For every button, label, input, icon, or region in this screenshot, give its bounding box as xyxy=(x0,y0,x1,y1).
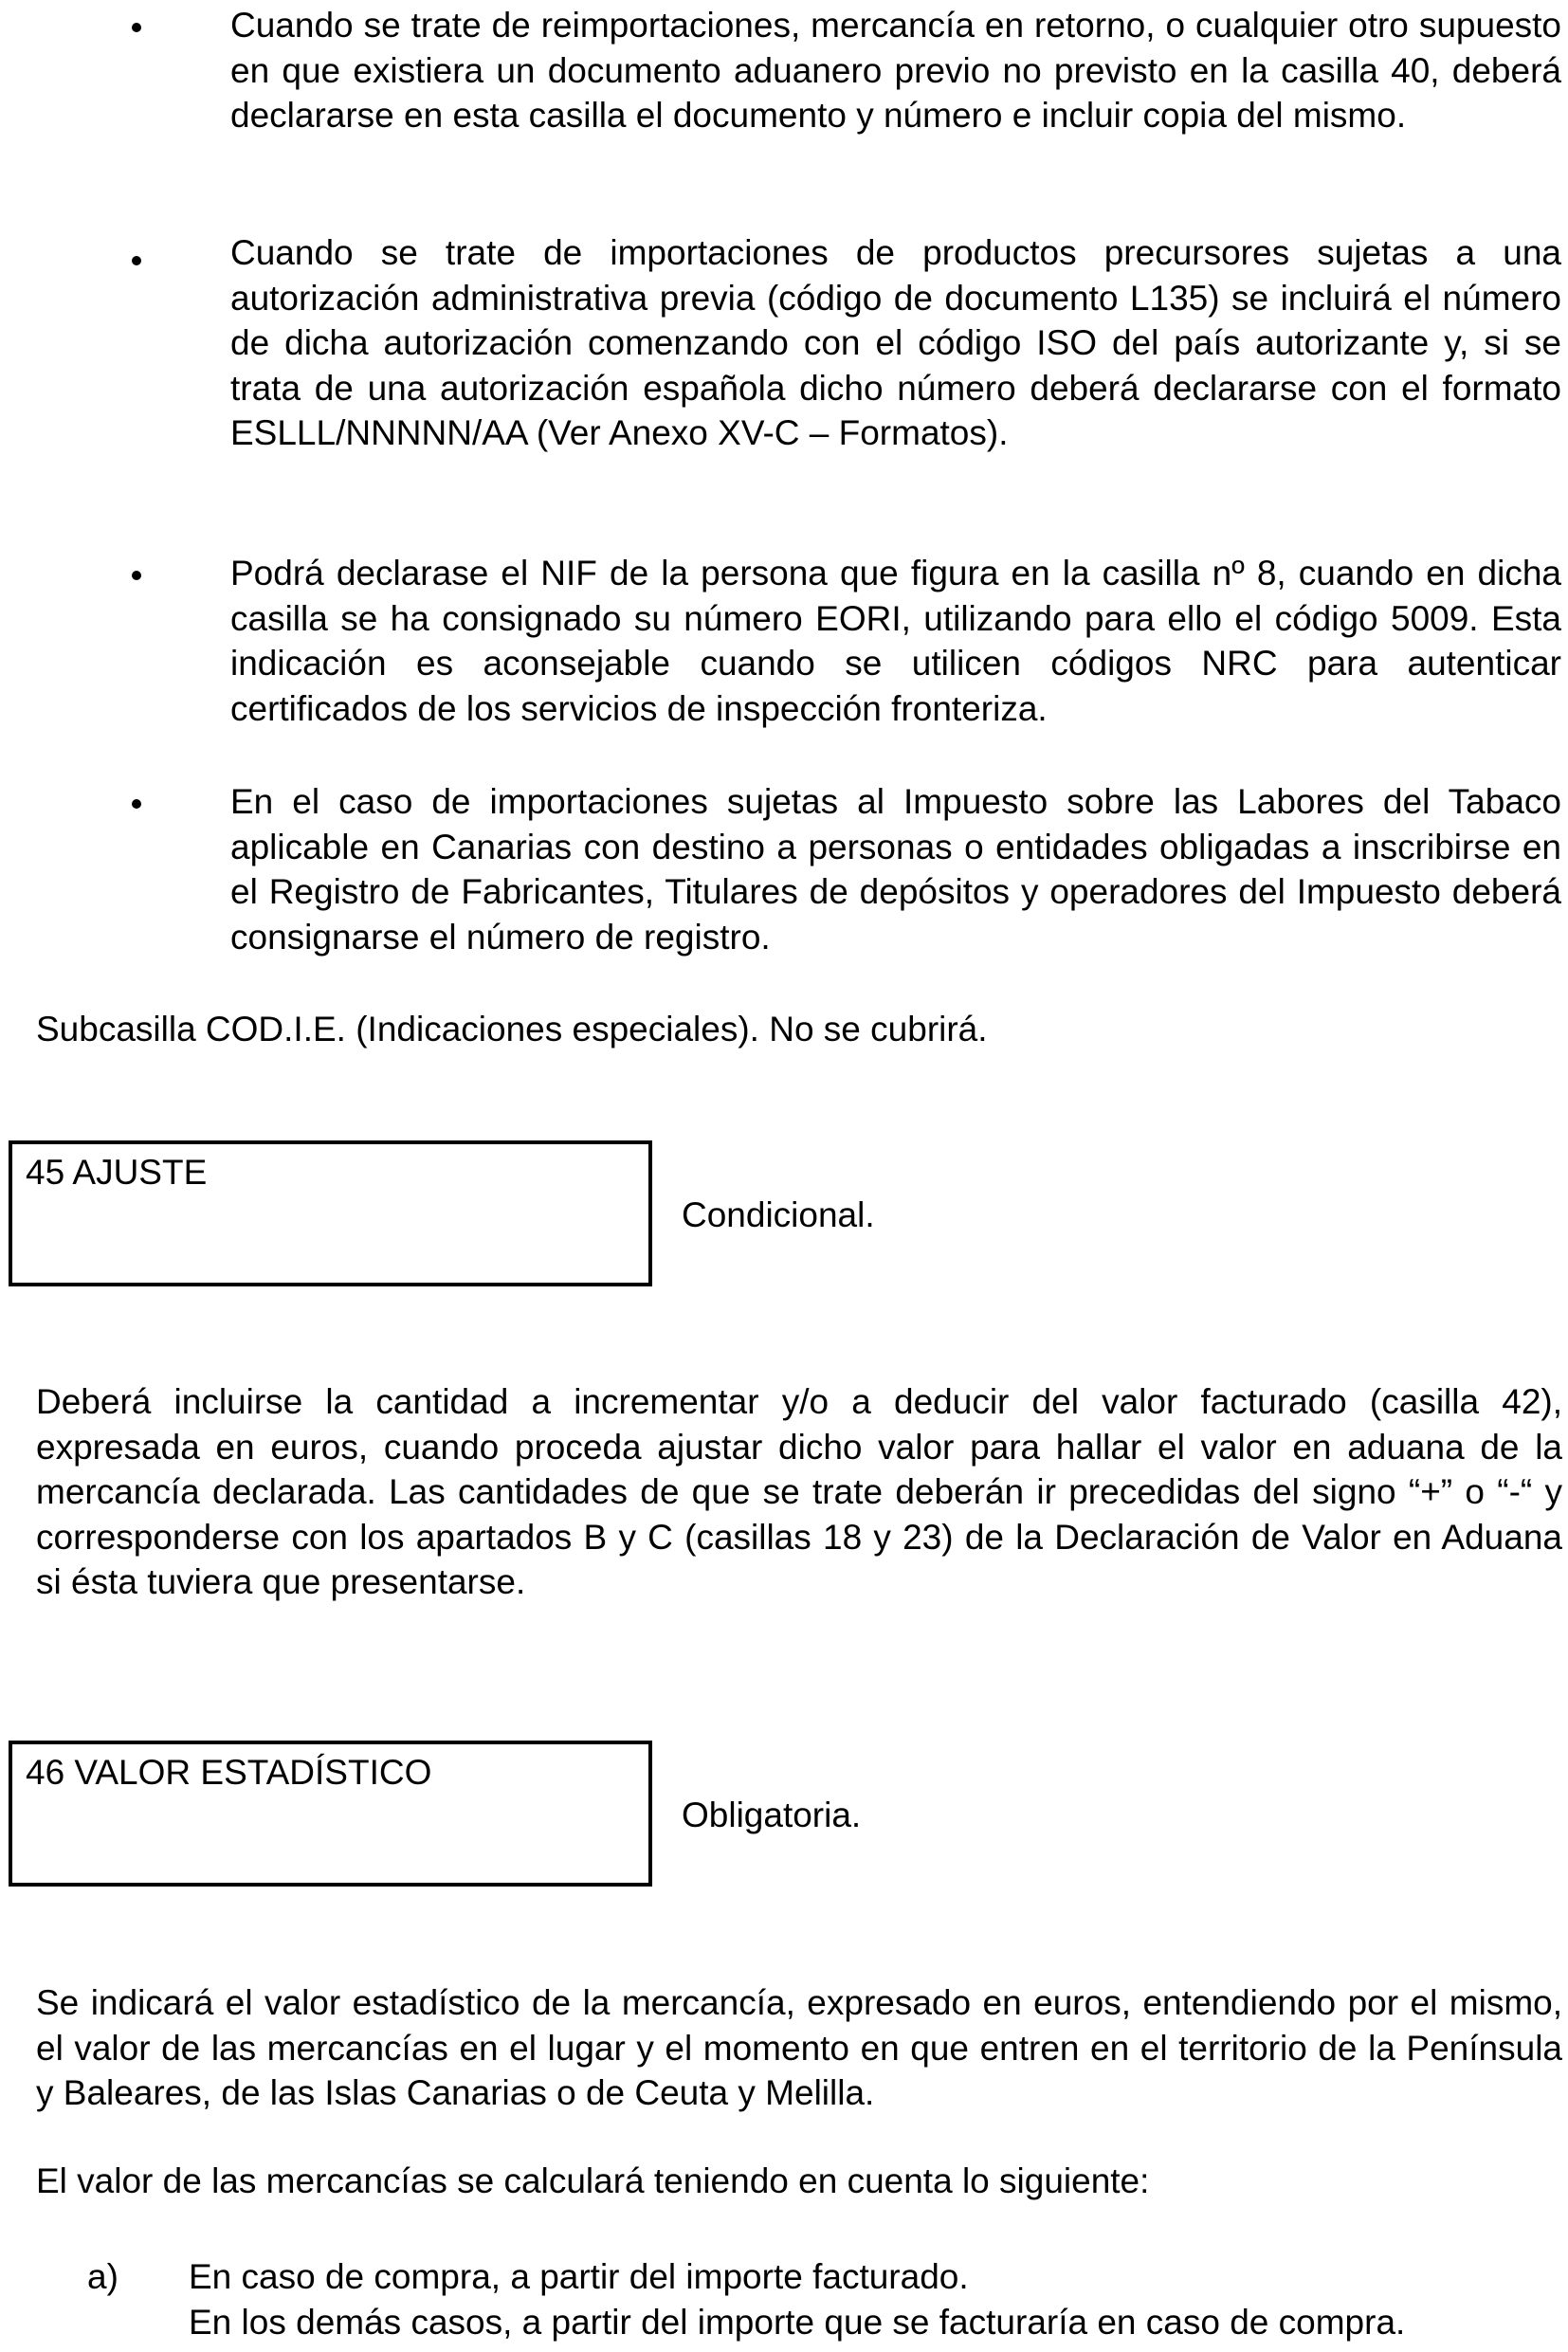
list-marker-a: a) xyxy=(87,2257,119,2296)
box-45-ajuste xyxy=(9,1140,652,1286)
bullet-paragraph-1: Cuando se trate de reimportaciones, mercancía en retorno, o cualquier otro supuesto en que existiera un documento aduanero previo no previsto en la casilla 40, deberá declararse en esta casilla el documento y número e incluir copia del mismo. xyxy=(230,6,1561,135)
bullet-paragraph-3: Podrá declarase el NIF de la persona que figura en la casilla nº 8, cuando en dicha casilla se ha consignado su número EORI, utilizando para ello el código 5009. Esta indicación es aconsejable cuando se utilicen códigos NRC para autenticar certificados de los servicios de inspección fronteriza. xyxy=(230,554,1561,728)
ajuste-paragraph: Deberá incluirse la cantidad a incrementar y/o a deducir del valor facturado (casilla 42), expresada en euros, cuando proceda ajustar dicho valor para hallar el valor en aduana de la mercancía declarada. Las cantidades de que se trate deberán ir precedidas del signo “+” o “-“ y corresponderse con los apartados B y C (casillas 18 y 23) de la Declaración de Valor en Aduana si ésta tuviera que presentarse. xyxy=(36,1382,1562,1601)
box-45-status: Condicional. xyxy=(682,1195,875,1234)
bullet-point-icon xyxy=(132,571,141,580)
box-46-valor-estadistico xyxy=(9,1741,652,1887)
bullet-paragraph-2: Cuando se trate de importaciones de productos precursores sujetas a una autorización administrativa previa (código de documento L135) se incluirá el número de dicha autorización comenzando con el código ISO del país autorizante y, si se trata de una autorización española dicho número deberá declararse con el formato ESLLL/NNNNN/AA (Ver Anexo XV-C – Formatos). xyxy=(230,233,1561,452)
box-46-label: 46 VALOR ESTADÍSTICO xyxy=(26,1753,432,1792)
bullet-point-icon xyxy=(132,23,141,32)
bullet-paragraph-4: En el caso de importaciones sujetas al Impuesto sobre las Labores del Tabaco aplicable en Canarias con destino a personas o entidades obligadas a inscribirse en el Registro de Fabricantes, Titulares de depósitos y operadores del Impuesto deberá consignarse el número de registro. xyxy=(230,782,1561,957)
valor-estadistico-paragraph: Se indicará el valor estadístico de la mercancía, expresado en euros, entendiendo por el mismo, el valor de las mercancías en el lugar y el momento en que entren en el territorio de la Península y Baleares, de las Islas Canarias o de Ceuta y Melilla. xyxy=(36,1983,1562,2112)
calculo-intro: El valor de las mercancías se calculará teniendo en cuenta lo siguiente: xyxy=(36,2161,1150,2200)
box-46-status: Obligatoria. xyxy=(682,1796,862,1834)
list-item-a xyxy=(189,2254,1565,2344)
bullet-point-icon xyxy=(132,256,141,265)
subcasilla-note: Subcasilla COD.I.E. (Indicaciones especiales). No se cubrirá. xyxy=(36,1010,988,1048)
list-item-a-line-1: En caso de compra, a partir del importe facturado. xyxy=(189,2257,969,2296)
box-45-label: 45 AJUSTE xyxy=(26,1153,208,1192)
list-item-a-line-2: En los demás casos, a partir del importe que se facturaría en caso de compra. xyxy=(189,2302,1406,2342)
bullet-point-icon xyxy=(132,799,141,809)
